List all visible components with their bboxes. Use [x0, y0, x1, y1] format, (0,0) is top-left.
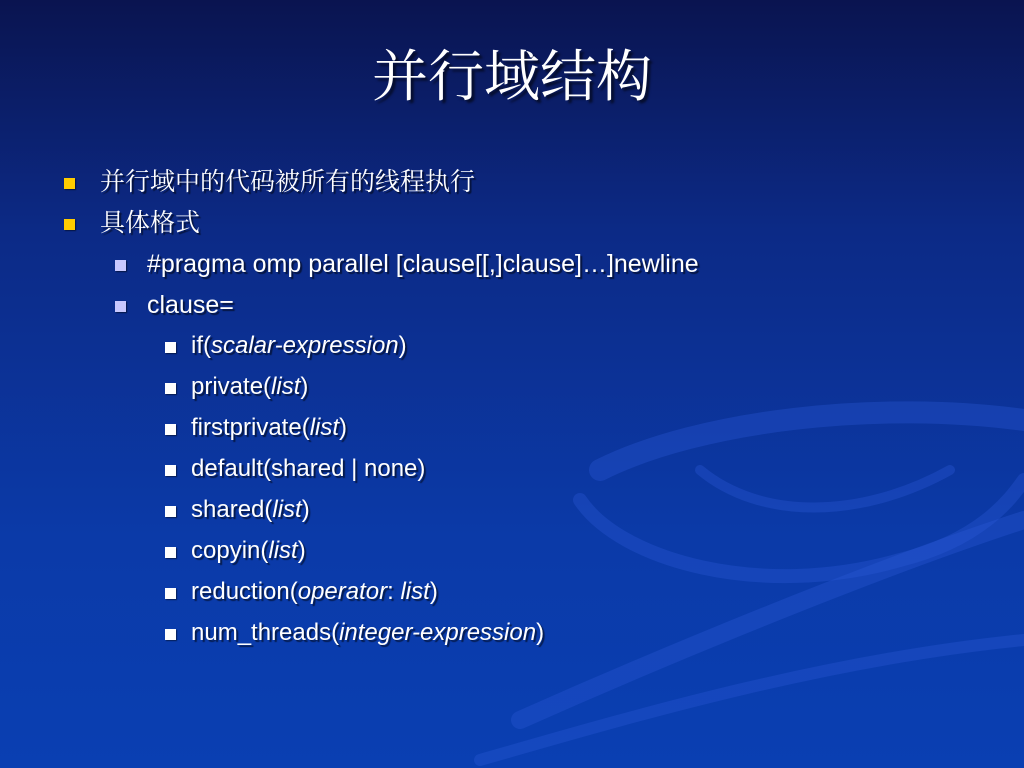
clause-close: )	[297, 537, 306, 564]
clause-item	[191, 618, 544, 648]
clause-name: firstprivate(	[191, 414, 310, 441]
clause-close: )	[429, 578, 438, 605]
clause-arg: operator	[297, 578, 388, 605]
clause-name: num_threads(	[191, 619, 340, 646]
bullet-marker	[165, 383, 176, 394]
clause-name: private(	[191, 373, 272, 400]
clause-arg2: list	[400, 578, 430, 605]
bullet-level1	[100, 208, 200, 238]
bullet-level2	[147, 249, 699, 279]
clause-item	[191, 413, 347, 443]
clause-arg: list	[272, 496, 302, 523]
bullet-marker	[115, 260, 126, 271]
bullet-level2	[147, 290, 234, 320]
bullet-marker	[165, 506, 176, 517]
clause-name: copyin(	[191, 537, 269, 564]
clause-close: )	[398, 332, 407, 359]
bullet-text: 具体格式	[100, 208, 201, 237]
bullet-marker	[115, 301, 126, 312]
clause-arg: list	[271, 373, 301, 400]
clause-item	[191, 495, 310, 525]
bullet-marker	[64, 178, 75, 189]
clause-name: reduction(	[191, 578, 298, 605]
clause-separator: :	[387, 578, 401, 605]
clause-item	[191, 372, 308, 402]
syntax-text: #pragma omp parallel [clause[[,]clause]…]newline	[147, 250, 699, 278]
bullet-text: 并行域中的代码被所有的线程执行	[100, 167, 476, 196]
bullet-marker	[64, 219, 75, 230]
clause-item	[191, 454, 425, 484]
bullet-marker	[165, 465, 176, 476]
clause-label: clause=	[147, 291, 234, 319]
clause-arg: scalar-expression	[211, 332, 399, 359]
clause-item	[191, 536, 306, 566]
clause-close: )	[536, 619, 545, 646]
clause-close: )	[300, 373, 309, 400]
clause-close: )	[301, 496, 310, 523]
clause-arg: list	[268, 537, 298, 564]
clause-item	[191, 331, 407, 361]
clause-arg: integer-expression	[339, 619, 537, 646]
slide-title: 并行域结构	[372, 45, 652, 110]
clause-name: if(	[191, 332, 211, 359]
clause-name: default(shared | none)	[191, 455, 426, 482]
clause-close: )	[339, 414, 348, 441]
clause-arg: list	[309, 414, 340, 441]
bullet-marker	[165, 547, 176, 558]
bullet-marker	[165, 629, 176, 640]
clause-item	[191, 577, 438, 607]
clause-name: shared(	[191, 496, 273, 523]
bullet-marker	[165, 424, 176, 435]
bullet-marker	[165, 588, 176, 599]
bullet-marker	[165, 342, 176, 353]
bullet-level1	[100, 167, 475, 197]
